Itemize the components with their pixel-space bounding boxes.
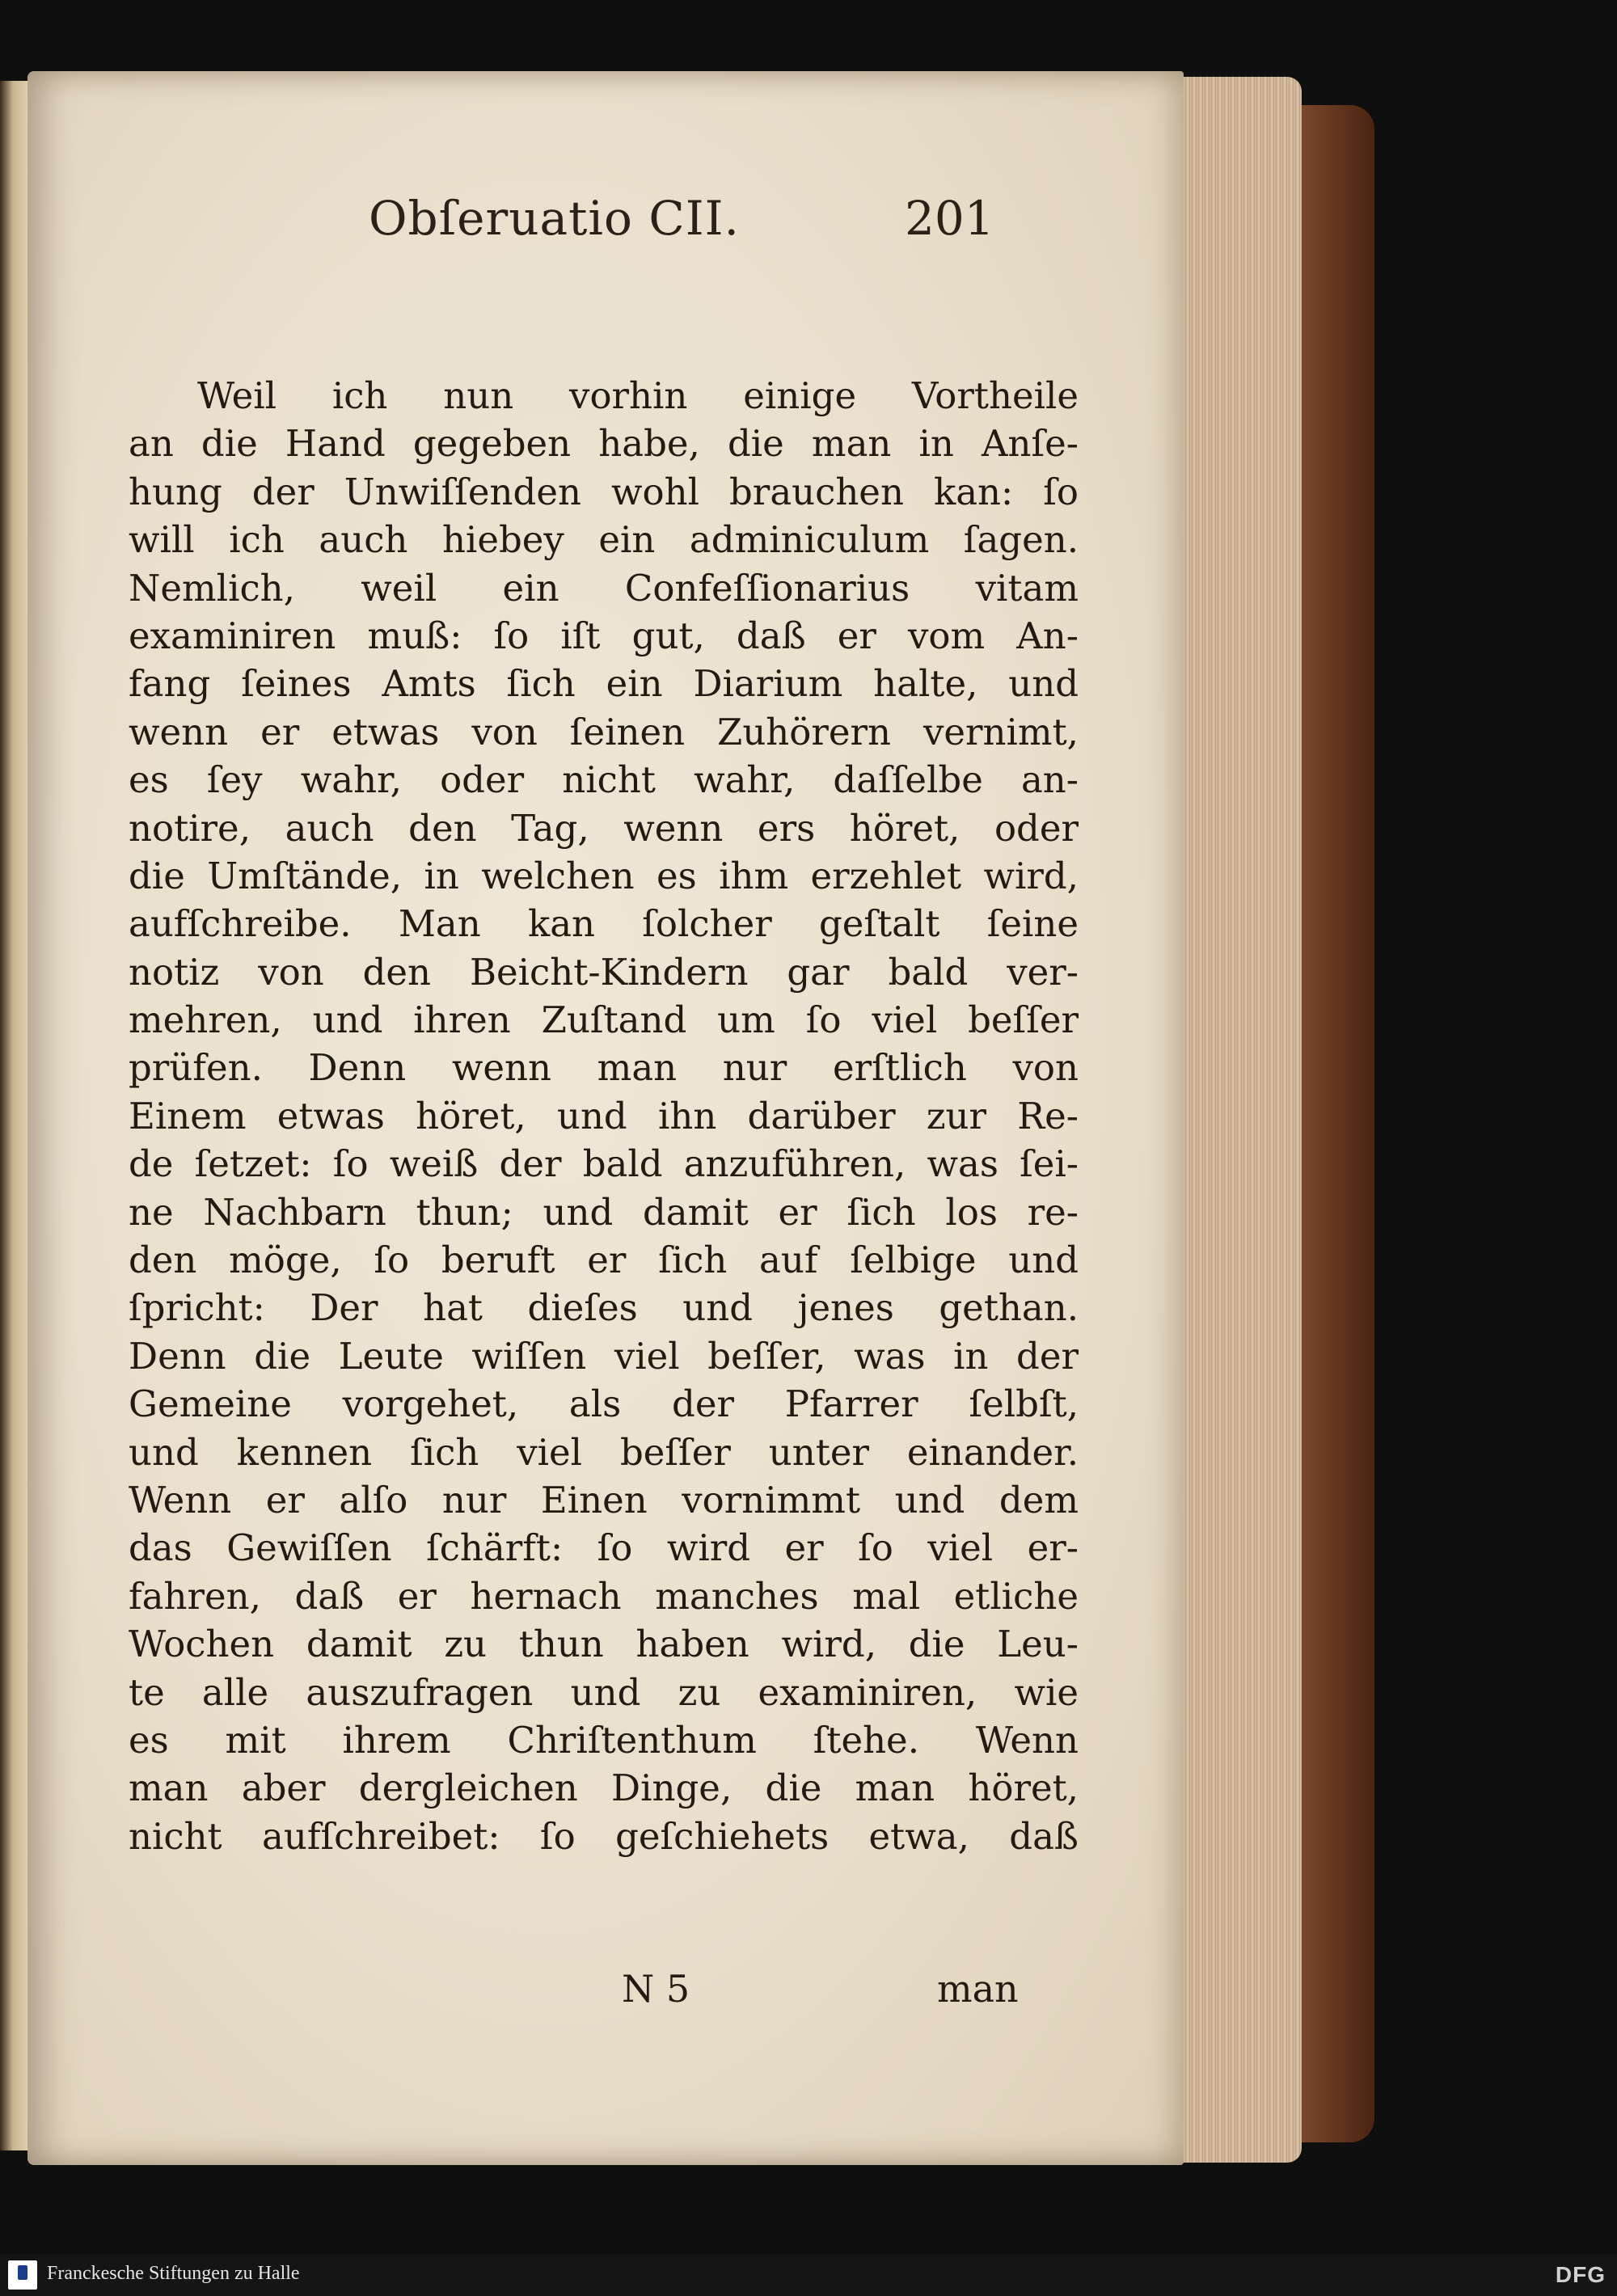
text-line: es ſey wahr, oder nicht wahr, daſſelbe an- <box>129 758 1079 802</box>
text-line: und kennen ſich viel beſſer unter einander. <box>129 1430 1079 1474</box>
text-line: nicht aufſchreibet: ſo geſchiehets etwa, daß <box>129 1814 1079 1858</box>
text-line: man aber dergleichen Dinge, die man höret, <box>129 1766 1079 1810</box>
info-bar <box>0 2254 1617 2296</box>
dfg-logo: DFG <box>1555 2262 1606 2287</box>
running-head: Obſeruatio CII. <box>369 191 740 246</box>
text-line: te alle auszufragen und zu examiniren, wie <box>129 1670 1079 1714</box>
text-line: Wenn er alſo nur Einen vornimmt und dem <box>129 1478 1079 1522</box>
text-line: an die Hand gegeben habe, die man in Anſe- <box>129 422 1079 466</box>
text-line: fang ſeines Amts ſich ein Diarium halte, und <box>129 662 1079 706</box>
page-number: 201 <box>905 191 994 246</box>
text-line: notiz von den Beicht-Kindern gar bald ver- <box>129 950 1079 994</box>
text-line: Wochen damit zu thun haben wird, die Leu- <box>129 1623 1079 1666</box>
text-line: den möge, ſo beruft er ſich auf ſelbige und <box>129 1239 1079 1282</box>
text-line: hung der Unwiſſenden wohl brauchen kan: ſo <box>129 470 1079 513</box>
text-line: die Umſtände, in welchen es ihm erzehlet wird, <box>129 854 1079 897</box>
signature-mark: N 5 <box>622 1967 690 2011</box>
text-line: prüfen. Denn wenn man nur erſtlich von <box>129 1046 1079 1090</box>
text-line: Weil ich nun vorhin einige Vortheile <box>197 374 1079 417</box>
text-line: fahren, daß er hernach manches mal etliche <box>129 1574 1079 1618</box>
text-line: will ich auch hiebey ein adminiculum ſagen. <box>129 518 1079 562</box>
institution-logo-icon <box>8 2260 37 2290</box>
text-line: das Gewiſſen ſchärft: ſo wird er ſo viel er- <box>129 1526 1079 1570</box>
page-footer <box>27 1967 1184 2024</box>
text-line: Gemeine vorgehet, als der Pfarrer ſelbſt, <box>129 1382 1079 1426</box>
text-line: ſpricht: Der hat dieſes und jenes gethan. <box>129 1286 1079 1330</box>
body-text <box>129 372 1079 1860</box>
text-line: Nemlich, weil ein Confeſſionarius vitam <box>129 566 1079 610</box>
text-line: ne Nachbarn thun; und damit er ſich los re- <box>129 1190 1079 1234</box>
text-line: wenn er etwas von ſeinen Zuhörern vernimt, <box>129 710 1079 753</box>
text-line: notire, auch den Tag, wenn ers höret, oder <box>129 806 1079 850</box>
book-page <box>27 71 1184 2165</box>
text-line: Einem etwas höret, und ihn darüber zur Re- <box>129 1094 1079 1137</box>
institution-name: Franckesche Stiftungen zu Halle <box>47 2263 300 2284</box>
text-line: es mit ihrem Chriſtenthum ſtehe. Wenn <box>129 1718 1079 1762</box>
page-header <box>27 191 1184 288</box>
catchword: man <box>937 1967 1019 2011</box>
text-line: examiniren muß: ſo iſt gut, daß er vom An- <box>129 614 1079 657</box>
text-line: mehren, und ihren Zuſtand um ſo viel beſſer <box>129 998 1079 1042</box>
text-line: Denn die Leute wiſſen viel beſſer, was in der <box>129 1334 1079 1378</box>
text-line: aufſchreibe. Man kan ſolcher geſtalt ſeine <box>129 902 1079 946</box>
text-line: de ſetzet: ſo weiß der bald anzuführen, was ſei- <box>129 1142 1079 1186</box>
